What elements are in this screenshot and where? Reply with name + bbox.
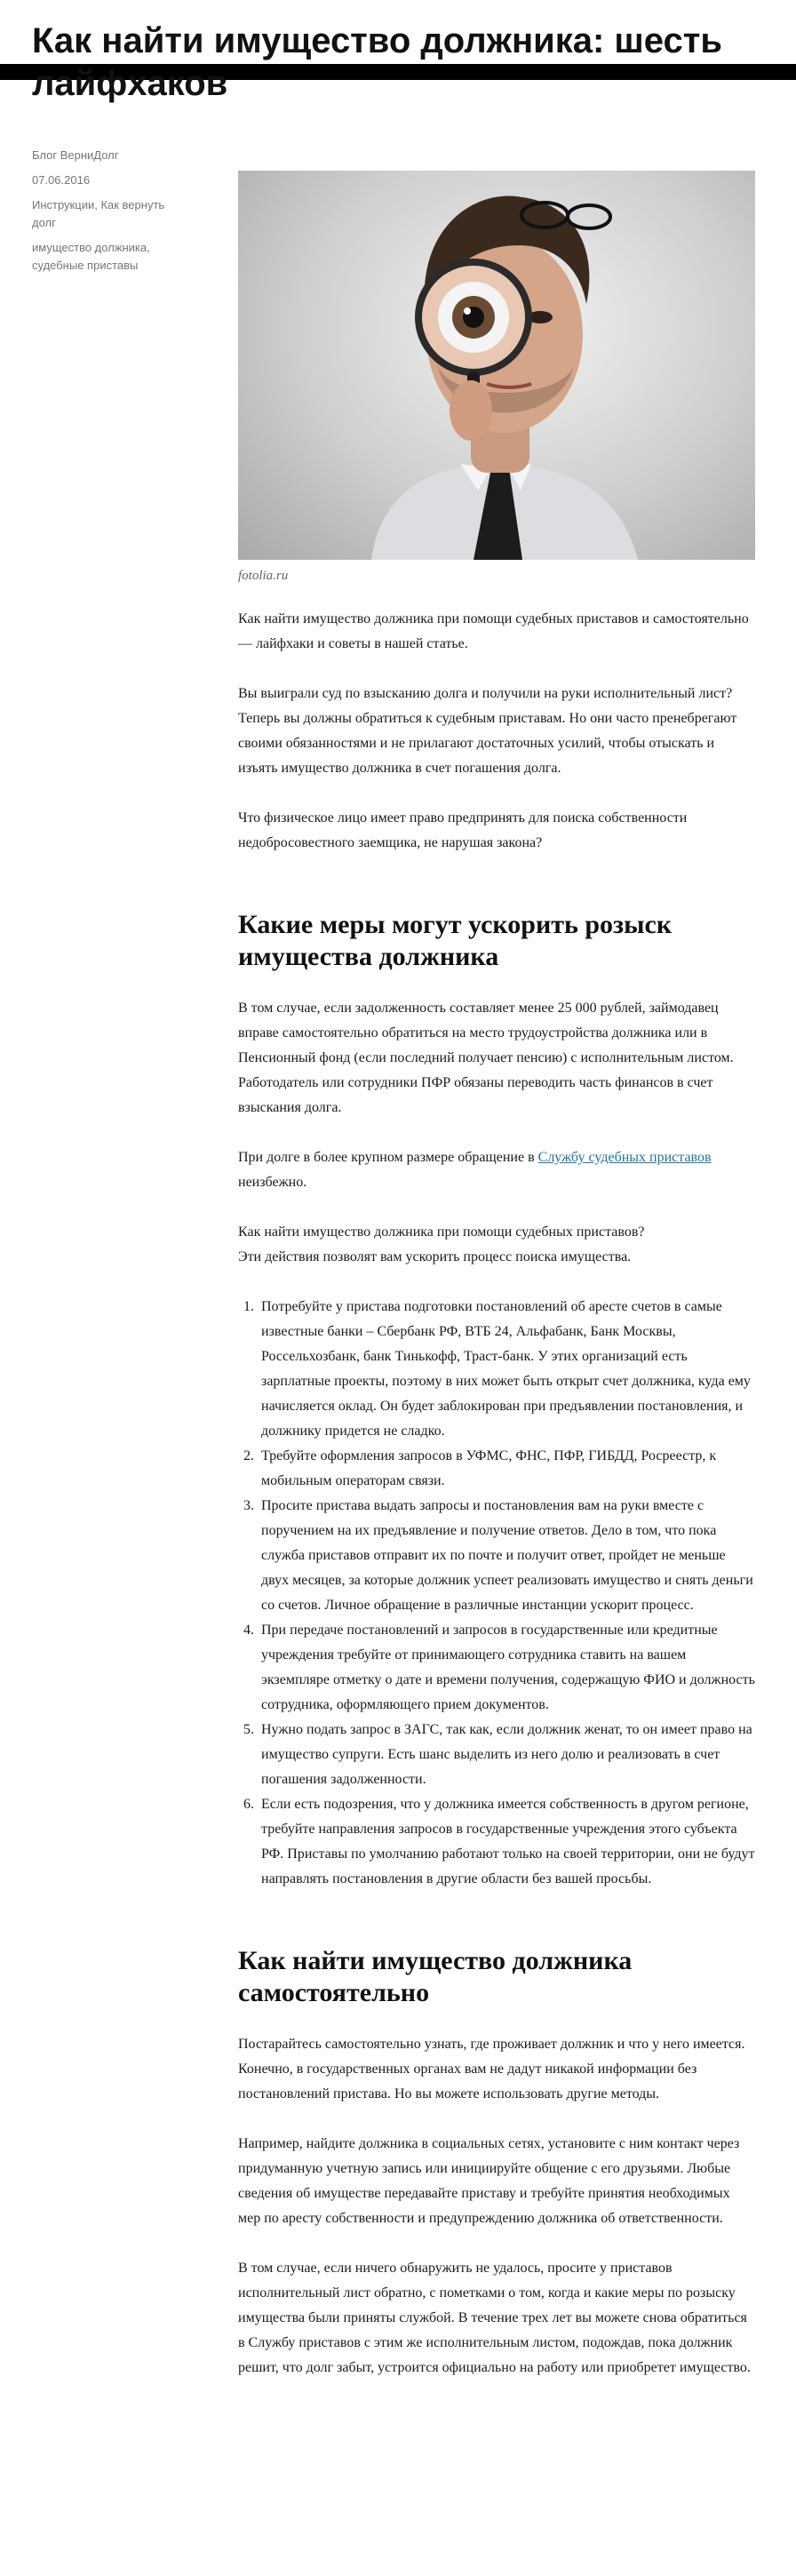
post-categories[interactable]: Инструкции, Как вернуть долг: [32, 198, 165, 229]
intro-paragraph: Что физическое лицо имеет право предпринять для поиска собственности недобросовестного заемщика, не нарушая закона?: [238, 810, 688, 850]
section1-paragraph: В том случае, если задолженность составляет менее 25 000 рублей, займодавец вправе самостоятельно обратиться на место трудоустройства должника или в Пенсионный фонд (если последний получает пенсию) с исполнительным листом. Работодатель или сотрудники ПФР обязаны переводить часть финансов в счет взыскания долга.: [238, 1001, 734, 1115]
page-title: Как найти имущество должника: шесть лайфхаков: [32, 21, 722, 103]
image-caption: fotolia.ru: [238, 569, 289, 583]
blog-link[interactable]: Блог ВерниДолг: [32, 148, 119, 162]
steps-list: [238, 1295, 755, 1892]
intro-paragraph: Вы выиграли суд по взысканию долга и получили на руки исполнительный лист? Теперь вы должны обратиться к судебным приставам. Но они часто пренебрегают своими обязанностями и не прилагают достаточных усилий, чтобы отыскать и изъять имущество должника в счет погашения долга.: [238, 686, 737, 776]
magnifying-glass-illustration: [238, 171, 755, 560]
question-line: Как найти имущество должника при помощи судебных приставов?: [238, 1224, 645, 1240]
section2-paragraph: Например, найдите должника в социальных сетях, установите с ним контакт через придуманную учетную запись или инициируйте общение с его друзьями. Любые сведения об имуществе передавайте приставу и требуйте принятия необходимых мер по аресту собственности и предупреждению должника об ответственности.: [238, 2136, 740, 2226]
hero-image: [238, 171, 755, 560]
text-after-link: неизбежно.: [238, 1175, 307, 1190]
article-content: [238, 171, 755, 2405]
list-item: 5. Нужно подать запрос в ЗАГС, так как, если должник женат, то он имеет право на имущество супруги. Есть шанс выделить из него долю и реализовать в счет погашения задолженности.: [258, 1718, 755, 1792]
answer-line: Эти действия позволят вам ускорить процесс поиска имущества.: [238, 1249, 632, 1264]
section-heading: Какие меры могут ускорить розыск имущества должника: [238, 910, 673, 971]
text-before-link: При долге в более крупном размере обращение в: [238, 1150, 538, 1165]
entry-meta: [32, 147, 183, 282]
intro-paragraph: Как найти имущество должника при помощи судебных приставов и самостоятельно — лайфхаки и советы в нашей статье.: [238, 611, 749, 651]
section1-paragraph: [238, 1145, 755, 1195]
list-item: 6. Если есть подозрения, что у должника имеется собственность в другом регионе, требуйте направления запросов в государственные учреждения этого субъекта РФ. Приставы по умолчанию работают только на своей территории, они не будут направлять постановления в другие области без вашей просьбы.: [258, 1792, 755, 1892]
list-item: 2. Требуйте оформления запросов в УФМС, ФНС, ПФР, ГИБДД, Росреестр, к мобильным операторам связи.: [258, 1444, 755, 1494]
list-item: 4. При передаче постановлений и запросов в государственные или кредитные учреждения требуйте от принимающего сотрудника ставить на вашем экземпляре отметку о дате и времени получения, содержащую ФИО и должность сотрудника, оформляющего прием документов.: [258, 1618, 755, 1718]
section2-paragraph: Постарайтесь самостоятельно узнать, где проживает должник и что у него имеется. Конечно, в государственных органах вам не дадут никакой информации без постановлений пристава. Но вы можете использовать другие методы.: [238, 2037, 745, 2101]
section-heading: Как найти имущество должника самостоятельно: [238, 1946, 633, 2007]
list-item: 1. Потребуйте у пристава подготовки постановлений об аресте счетов в самые известные банки – Сбербанк РФ, ВТБ 24, Альфабанк, Банк Москвы, Россельхозбанк, банк Тинькофф, Траст-банк. У этих организаций есть зарплатные проекты, поэтому в них может быть открыт счет должника, куда ему начисляется оклад. Он будет заблокирован при предъявлении постановления, и должнику придется не сладко.: [258, 1295, 755, 1444]
section1-paragraph: [238, 1220, 755, 1270]
post-date[interactable]: 07.06.2016: [32, 173, 91, 187]
post-tags[interactable]: имущество должника, судебные приставы: [32, 241, 150, 272]
bailiff-service-link[interactable]: Службу судебных приставов: [537, 1150, 712, 1165]
list-item: 3. Просите пристава выдать запросы и постановления вам на руки вместе с поручением на их предъявление и получение ответов. Дело в том, что пока служба приставов отправит их по почте и получит ответ, пройдет не меньше двух месяцев, за которые должник успеет реализовать имущество и снять деньги со счетов. Личное обращение в различные инстанции ускорит процесс.: [258, 1494, 755, 1618]
section2-paragraph: В том случае, если ничего обнаружить не удалось, просите у приставов исполнительный лист обратно, с пометками о том, когда и какие меры по розыску имущества были приняты службой. В течение трех лет вы можете снова обратиться в Службу приставов с этим же исполнительным листом, подождав, пока должник решит, что долг забыт, устроится официально на работу или приобретет имущество.: [238, 2261, 751, 2375]
